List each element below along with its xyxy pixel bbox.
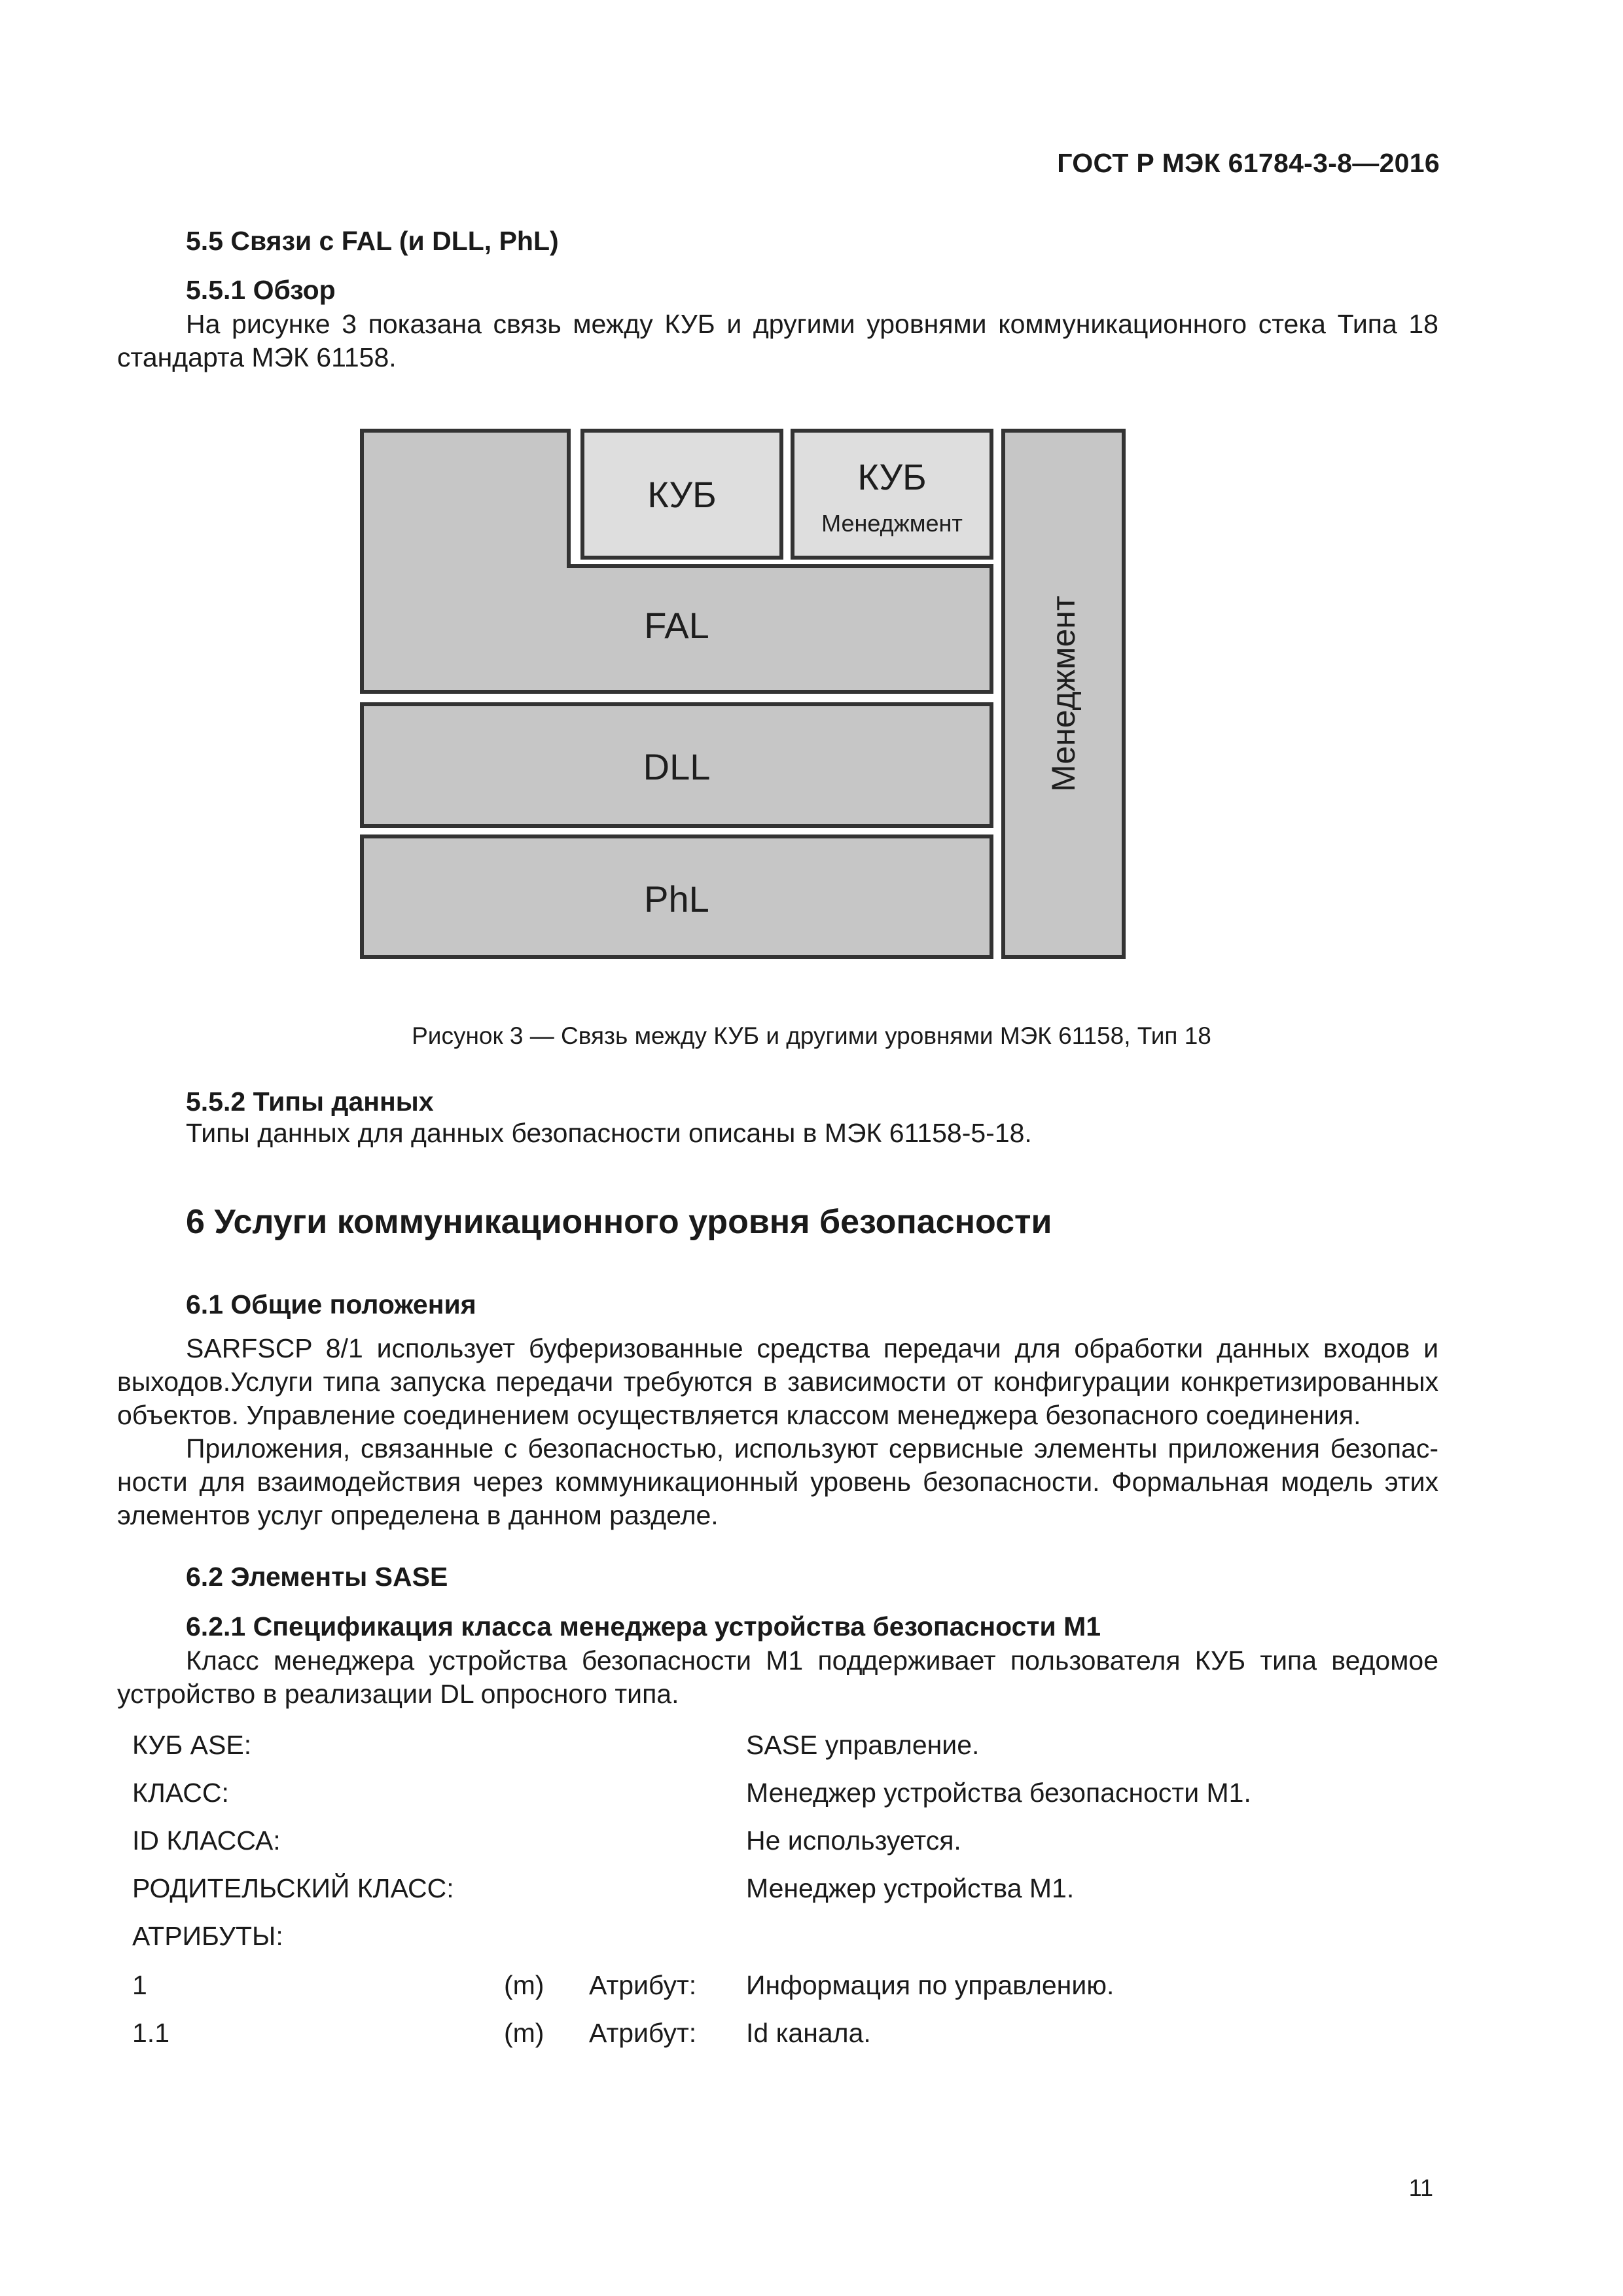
spec-attr-1-1-mandatory: (m) <box>504 2018 544 2048</box>
para-line: выходов.Услуги типа запуска передачи требуются в зависимости от конфигурации конкретизированных <box>117 1367 1438 1397</box>
para-line: Приложения, связанные с безопасностью, используют сервисные элементы приложения безопас- <box>186 1433 1438 1463</box>
fal-label: FAL <box>644 605 709 646</box>
para-line: устройство в реализации DL опросного типа. <box>117 1679 679 1709</box>
section-5-5-1-title: 5.5.1 Обзор <box>186 275 336 305</box>
spec-label-attributes: АТРИБУТЫ: <box>132 1921 283 1951</box>
section-6-2-1-para <box>117 1644 1438 1711</box>
spec-attr-1-kind: Атрибут: <box>589 1970 697 2000</box>
management-label: Менеджмент <box>1045 596 1082 792</box>
section-5-5-2-para: Типы данных для данных безопасности описаны в МЭК 61158-5-18. <box>186 1118 1032 1148</box>
spec-attr-1-1-kind: Атрибут: <box>589 2018 697 2048</box>
kub-management-sublabel: Менеджмент <box>821 510 963 537</box>
section-5-5-title: 5.5 Связи с FAL (и DLL, PhL) <box>186 226 559 256</box>
para-line: объектов. Управление соединением осуществляется классом менеджера безопасного соединения. <box>117 1400 1361 1430</box>
kub-label: КУБ <box>647 474 717 515</box>
spec-value-parent-class: Менеджер устройства М1. <box>746 1873 1075 1903</box>
kub-management-box <box>791 429 993 560</box>
kub-management-label: КУБ <box>857 456 927 497</box>
spec-label-parent-class: РОДИТЕЛЬСКИЙ КЛАСС: <box>132 1873 454 1903</box>
phl-label: PhL <box>644 878 709 920</box>
para-line: На рисунке 3 показана связь между КУБ и другими уровнями коммуникационного стека Типа 18 <box>186 309 1438 339</box>
spec-attr-1-value: Информация по управлению. <box>746 1970 1115 2000</box>
spec-value-class: Менеджер устройства безопасности М1. <box>746 1778 1251 1808</box>
section-6-1-para-1 <box>117 1332 1438 1432</box>
para-line: Класс менеджера устройства безопасности М1 поддерживает пользователя КУБ типа ведомое <box>186 1645 1438 1676</box>
fal-top-border <box>567 564 993 568</box>
fal-box <box>360 567 993 694</box>
fal-inner-border <box>567 429 571 567</box>
figure-3-caption: Рисунок 3 — Связь между КУБ и другими уровнями МЭК 61158, Тип 18 <box>412 1022 1211 1049</box>
section-6-2-title: 6.2 Элементы SASE <box>186 1562 448 1592</box>
figure-3-diagram <box>360 429 1126 959</box>
para-line: SARFSCP 8/1 использует буферизованные средства передачи для обработки данных входов и <box>186 1333 1438 1363</box>
section-5-5-2-title: 5.5.2 Типы данных <box>186 1086 434 1117</box>
spec-attr-1-mandatory: (m) <box>504 1970 544 2000</box>
spec-value-ase: SASE управление. <box>746 1730 980 1760</box>
section-6-2-1-title: 6.2.1 Спецификация класса менеджера устройства безопасности М1 <box>186 1611 1101 1641</box>
document-header: ГОСТ Р МЭК 61784-3-8—2016 <box>1057 148 1440 178</box>
dll-label: DLL <box>643 746 711 787</box>
fal-upper-left-block <box>360 429 571 576</box>
management-box <box>1001 429 1126 959</box>
spec-label-ase: КУБ ASE: <box>132 1730 252 1760</box>
section-6-title: 6 Услуги коммуникационного уровня безопасности <box>186 1203 1052 1241</box>
para-line: стандарта МЭК 61158. <box>117 342 397 372</box>
page-number: 11 <box>1408 2174 1433 2201</box>
kub-box <box>580 429 783 560</box>
dll-box <box>360 702 993 828</box>
phl-box <box>360 834 993 959</box>
spec-attr-1-1-number: 1.1 <box>132 2018 169 2048</box>
section-5-5-1-para <box>117 308 1438 374</box>
spec-value-class-id: Не используется. <box>746 1825 961 1856</box>
para-line: ности для взаимодействия через коммуникационный уровень безопасности. Формальная модель этих <box>117 1467 1438 1497</box>
spec-label-class-id: ID КЛАССА: <box>132 1825 281 1856</box>
spec-label-class: КЛАСС: <box>132 1778 229 1808</box>
section-6-1-title: 6.1 Общие положения <box>186 1289 476 1319</box>
para-line: элементов услуг определена в данном разделе. <box>117 1500 719 1530</box>
spec-attr-1-number: 1 <box>132 1970 147 2000</box>
spec-attr-1-1-value: Id канала. <box>746 2018 871 2048</box>
section-6-1-para-2 <box>117 1432 1438 1532</box>
